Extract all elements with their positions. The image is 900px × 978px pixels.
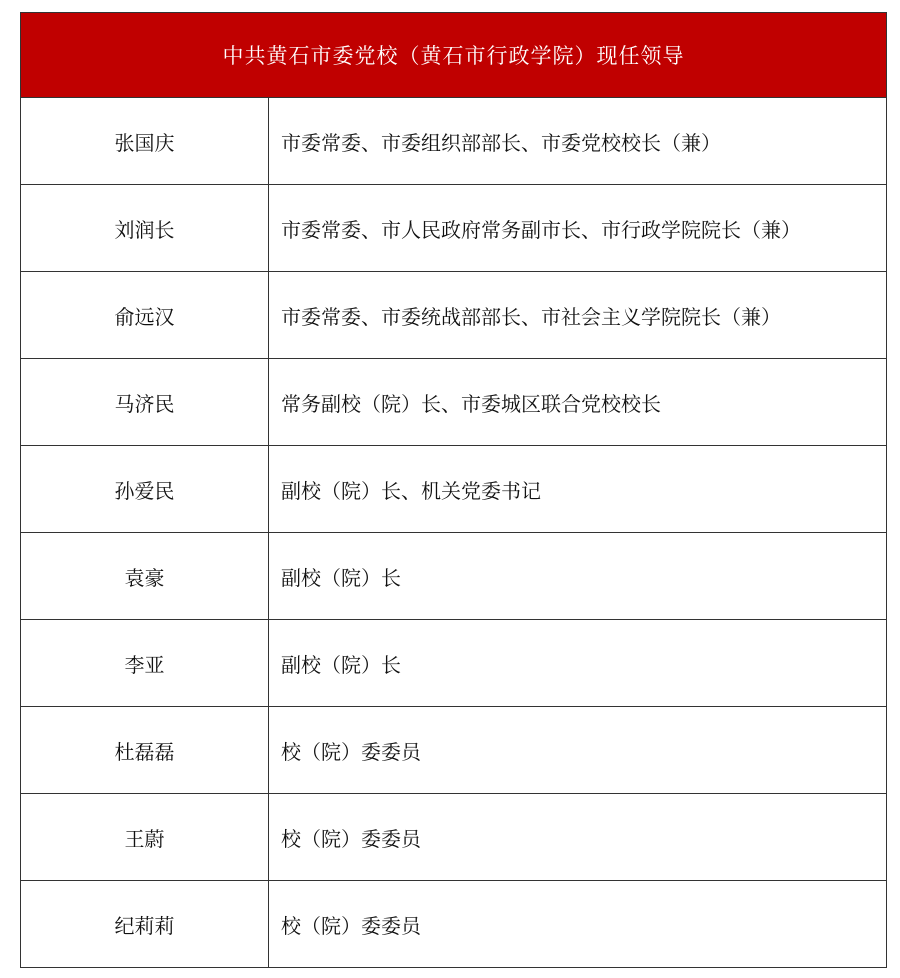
leaders-table-container — [20, 12, 886, 968]
leader-position: 校（院）委委员 — [269, 707, 887, 794]
leader-position: 副校（院）长、机关党委书记 — [269, 446, 887, 533]
leader-position: 校（院）委委员 — [269, 794, 887, 881]
leader-name: 杜磊磊 — [21, 707, 269, 794]
table-header-row — [21, 13, 887, 98]
table-row — [21, 272, 887, 359]
table-row — [21, 446, 887, 533]
table-row — [21, 794, 887, 881]
leader-position: 市委常委、市委统战部部长、市社会主义学院院长（兼） — [269, 272, 887, 359]
leader-position: 副校（院）长 — [269, 533, 887, 620]
table-row — [21, 620, 887, 707]
leader-name: 张国庆 — [21, 98, 269, 185]
leader-position: 副校（院）长 — [269, 620, 887, 707]
leader-name: 俞远汉 — [21, 272, 269, 359]
table-row — [21, 359, 887, 446]
table-row — [21, 707, 887, 794]
leader-position: 市委常委、市人民政府常务副市长、市行政学院院长（兼） — [269, 185, 887, 272]
leaders-table — [20, 12, 887, 968]
leader-name: 纪莉莉 — [21, 881, 269, 968]
leader-name: 李亚 — [21, 620, 269, 707]
leader-position: 校（院）委委员 — [269, 881, 887, 968]
leader-name: 王蔚 — [21, 794, 269, 881]
table-row — [21, 185, 887, 272]
leader-name: 刘润长 — [21, 185, 269, 272]
table-title: 中共黄石市委党校（黄石市行政学院）现任领导 — [21, 13, 887, 98]
leader-name: 袁豪 — [21, 533, 269, 620]
table-row — [21, 98, 887, 185]
leader-name: 孙爱民 — [21, 446, 269, 533]
leader-position: 常务副校（院）长、市委城区联合党校校长 — [269, 359, 887, 446]
leader-position: 市委常委、市委组织部部长、市委党校校长（兼） — [269, 98, 887, 185]
leader-name: 马济民 — [21, 359, 269, 446]
table-row — [21, 533, 887, 620]
table-row — [21, 881, 887, 968]
